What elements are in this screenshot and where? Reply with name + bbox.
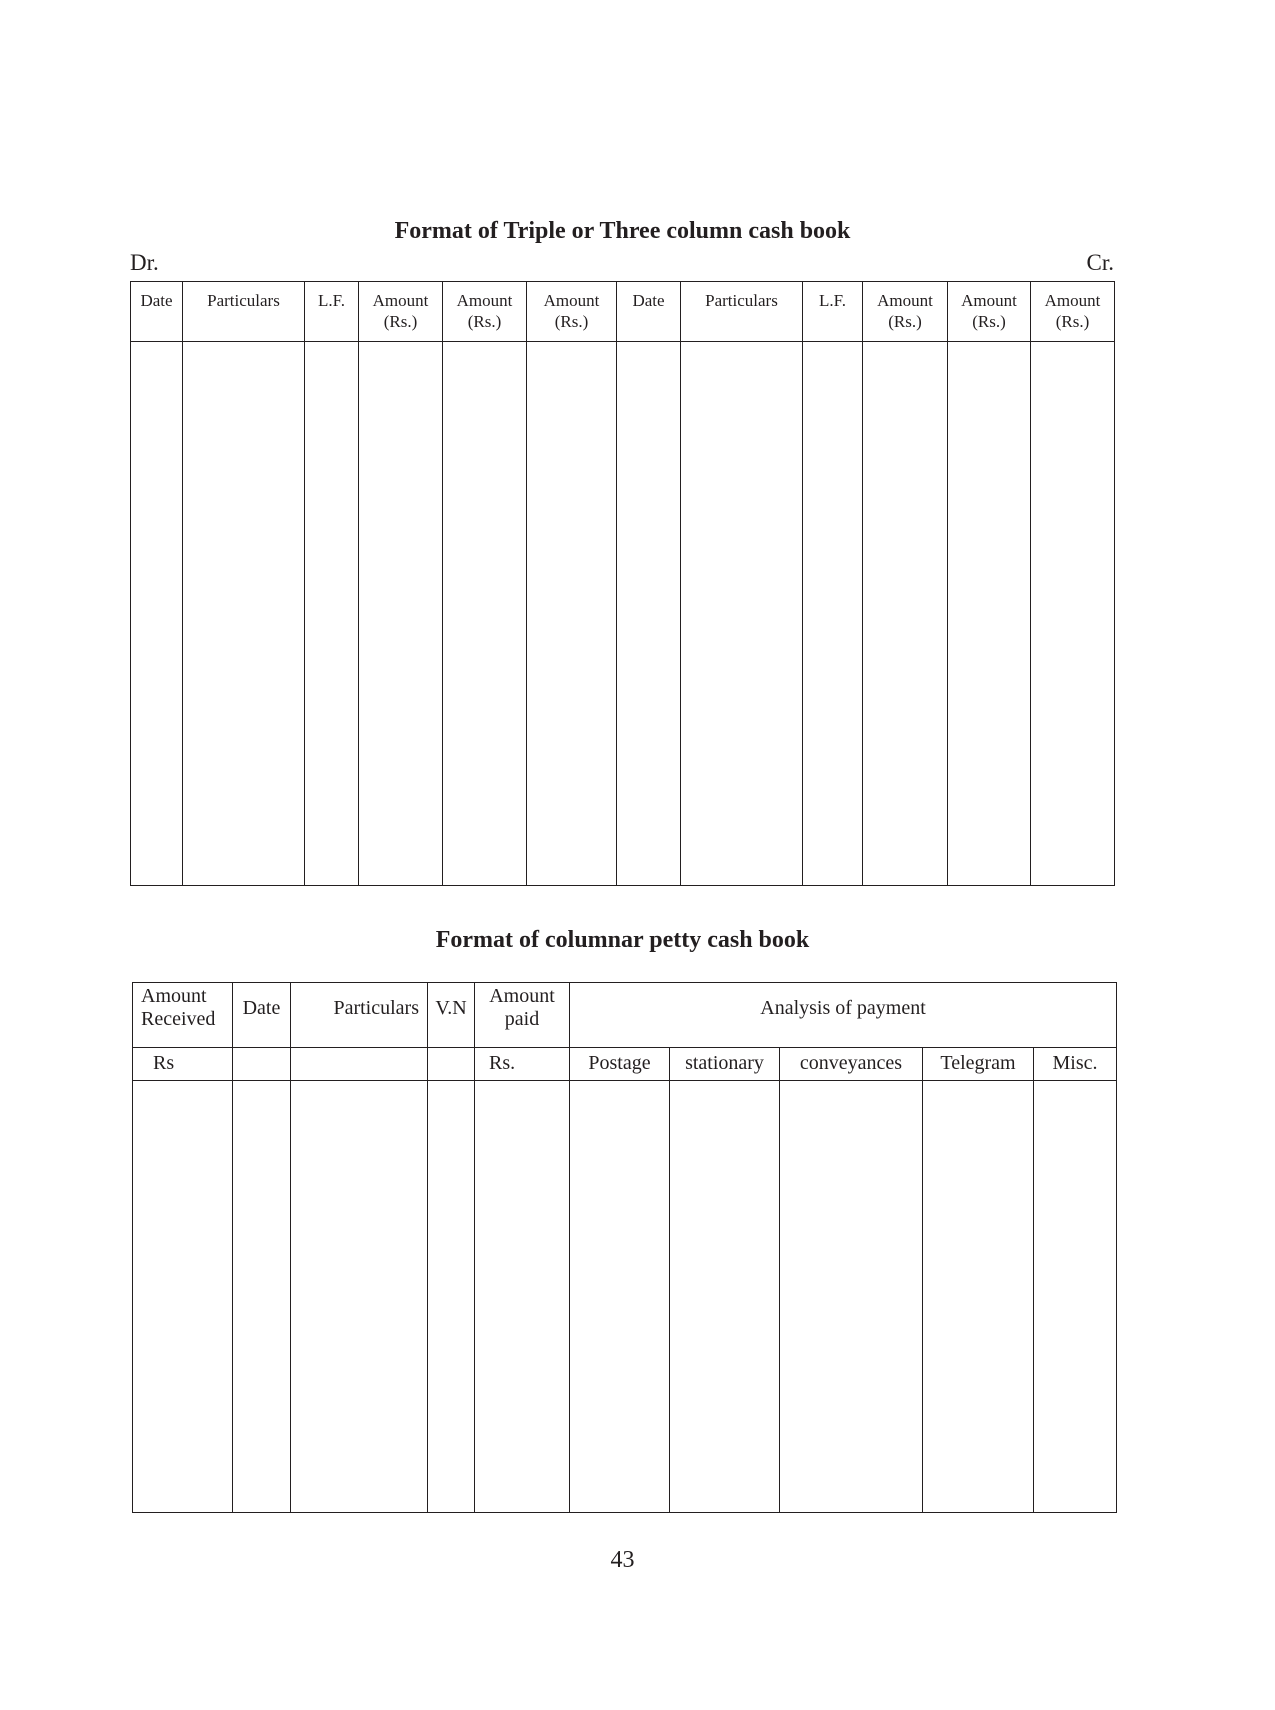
entry-cell[interactable] [131,342,183,886]
header-date-dr: Date [131,282,183,342]
header-particulars-cr: Particulars [681,282,803,342]
entry-cell[interactable] [803,342,863,886]
header-amount-1-cr: Amount (Rs.) [863,282,948,342]
header-lf-cr: L.F. [803,282,863,342]
entry-cell[interactable] [359,342,443,886]
entry-cell[interactable] [780,1081,923,1513]
entry-cell[interactable] [443,342,527,886]
header-amount-paid: Amount paid [475,983,570,1048]
subheader-stationary: stationary [670,1048,780,1081]
header-amount-3-cr: Amount (Rs.) [1031,282,1115,342]
header-amount-3-dr: Amount (Rs.) [527,282,617,342]
subheader-empty [428,1048,475,1081]
entry-cell[interactable] [1034,1081,1117,1513]
header-date: Date [233,983,291,1048]
header-date-cr: Date [617,282,681,342]
header-amount-received: Amount Received [133,983,233,1048]
entry-cell[interactable] [1031,342,1115,886]
subheader-rs-paid: Rs. [475,1048,570,1081]
petty-cash-book-title: Format of columnar petty cash book [435,927,810,953]
entry-cell[interactable] [948,342,1031,886]
entry-cell[interactable] [133,1081,233,1513]
entry-cell[interactable] [233,1081,291,1513]
entry-cell[interactable] [527,342,617,886]
entry-cell[interactable] [681,342,803,886]
petty-subheader-row [133,1048,1117,1081]
entry-cell[interactable] [617,342,681,886]
debit-label: Dr. [130,250,159,275]
header-voucher-number: V.N [428,983,475,1048]
header-particulars: Particulars [291,983,428,1048]
triple-cash-book-table [130,281,1115,886]
entry-cell[interactable] [475,1081,570,1513]
petty-body-row [133,1081,1117,1513]
entry-cell[interactable] [291,1081,428,1513]
header-lf-dr: L.F. [305,282,359,342]
entry-cell[interactable] [923,1081,1034,1513]
subheader-empty [233,1048,291,1081]
petty-cash-book-table [132,982,1117,1513]
triple-header-row [131,282,1115,342]
entry-cell[interactable] [670,1081,780,1513]
entry-cell[interactable] [570,1081,670,1513]
subheader-misc: Misc. [1034,1048,1117,1081]
subheader-conveyances: conveyances [780,1048,923,1081]
header-amount-2-cr: Amount (Rs.) [948,282,1031,342]
petty-header-row [133,983,1117,1048]
header-amount-2-dr: Amount (Rs.) [443,282,527,342]
header-amount-1-dr: Amount (Rs.) [359,282,443,342]
header-analysis-of-payment: Analysis of payment [570,983,1117,1048]
credit-label: Cr. [1086,250,1114,275]
entry-cell[interactable] [863,342,948,886]
entry-cell[interactable] [305,342,359,886]
subheader-postage: Postage [570,1048,670,1081]
page-number: 43 [610,1547,635,1573]
entry-cell[interactable] [428,1081,475,1513]
subheader-empty [291,1048,428,1081]
header-particulars-dr: Particulars [183,282,305,342]
entry-cell[interactable] [183,342,305,886]
triple-body-row [131,342,1115,886]
subheader-rs-received: Rs [133,1048,233,1081]
subheader-telegram: Telegram [923,1048,1034,1081]
triple-cash-book-title: Format of Triple or Three column cash book [394,218,851,244]
